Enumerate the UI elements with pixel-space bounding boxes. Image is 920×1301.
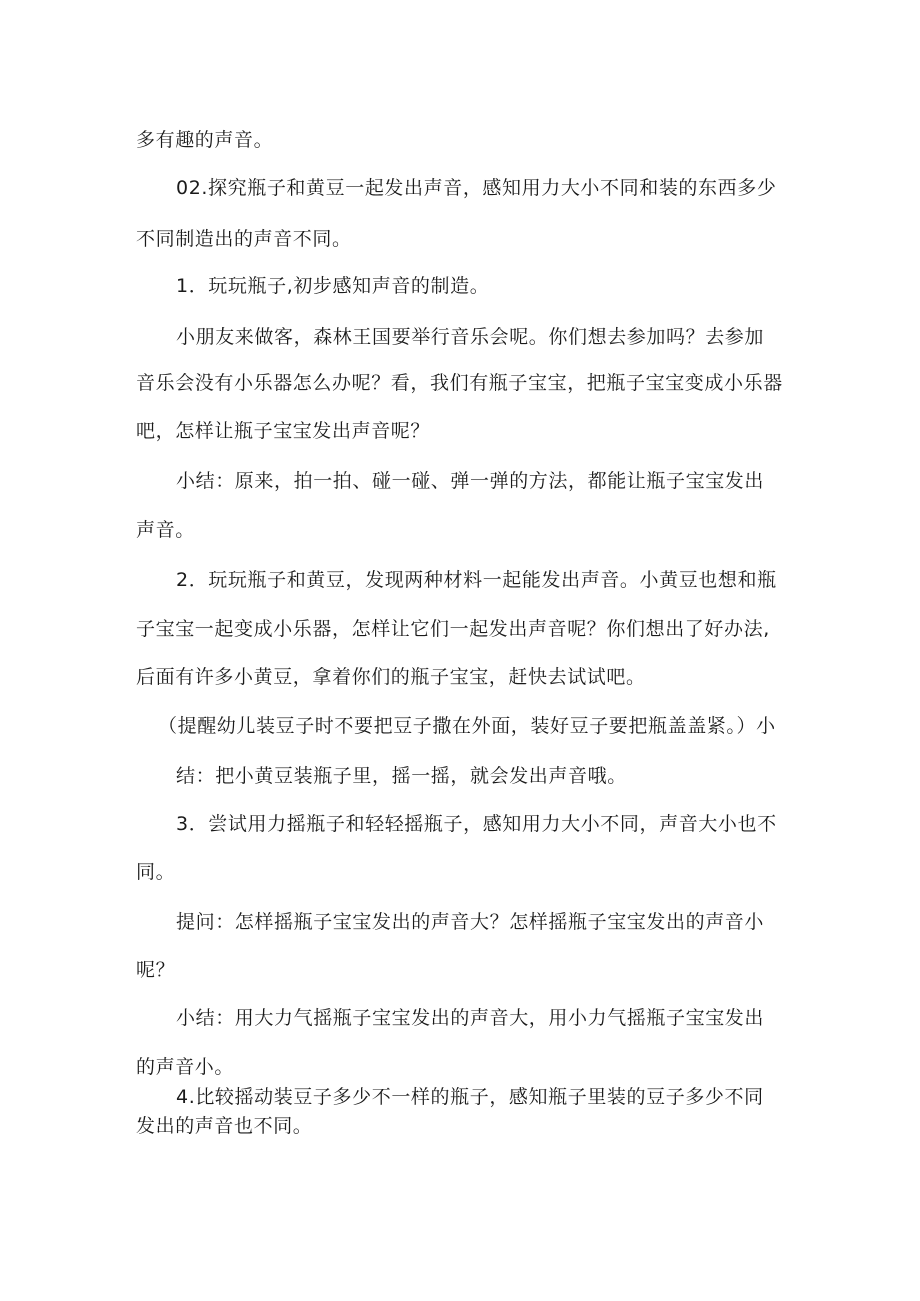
text-line-21: 4.比较摇动装豆子多少不一样的瓶子，感知瓶子里装的豆子多少不同	[176, 1086, 764, 1108]
text-line-1: 多有趣的声音。	[136, 129, 274, 151]
text-line-10: 2．玩玩瓶子和黄豆，发现两种材料一起能发出声音。小黄豆也想和瓶	[176, 569, 777, 591]
text-line-2: 02.探究瓶子和黄豆一起发出声音，感知用力大小不同和装的东西多少	[176, 177, 777, 199]
text-line-15: 3．尝试用力摇瓶子和轻轻摇瓶子，感知用力大小不同，声音大小也不	[176, 813, 777, 835]
text-line-5: 小朋友来做客，森林王国要举行音乐会呢。你们想去参加吗？去参加	[176, 326, 765, 348]
text-line-12: 后面有许多小黄豆，拿着你们的瓶子宝宝，赶快去试试吧。	[136, 666, 646, 688]
text-line-18: 呢？	[136, 959, 176, 981]
text-line-6: 音乐会没有小乐器怎么办呢？看，我们有瓶子宝宝，把瓶子宝宝变成小乐器	[136, 372, 783, 394]
text-line-19: 小结：用大力气摇瓶子宝宝发出的声音大，用小力气摇瓶子宝宝发出	[176, 1007, 765, 1029]
text-line-20: 的声音小。	[136, 1056, 235, 1078]
text-line-22: 发出的声音也不同。	[136, 1115, 313, 1137]
text-line-13: （提醒幼儿装豆子时不要把豆子撒在外面，装好豆子要把瓶盖盖紧。）小	[158, 715, 776, 737]
text-line-7: 吧，怎样让瓶子宝宝发出声音呢？	[136, 420, 431, 442]
text-line-4: 1．玩玩瓶子,初步感知声音的制造。	[176, 275, 490, 297]
text-line-17: 提问：怎样摇瓶子宝宝发出的声音大？怎样摇瓶子宝宝发出的声音小	[176, 911, 765, 933]
text-line-3: 不同制造出的声音不同。	[136, 228, 352, 250]
text-line-16: 同。	[136, 861, 176, 883]
text-line-11: 子宝宝一起变成小乐器，怎样让它们一起发出声音呢？你们想出了好办法,	[136, 618, 770, 640]
text-line-14: 结：把小黄豆装瓶子里，摇一摇，就会发出声音哦。	[176, 765, 627, 787]
text-line-9: 声音。	[136, 519, 195, 541]
text-line-8: 小结：原来，拍一拍、碰一碰、弹一弹的方法，都能让瓶子宝宝发出	[176, 470, 765, 492]
